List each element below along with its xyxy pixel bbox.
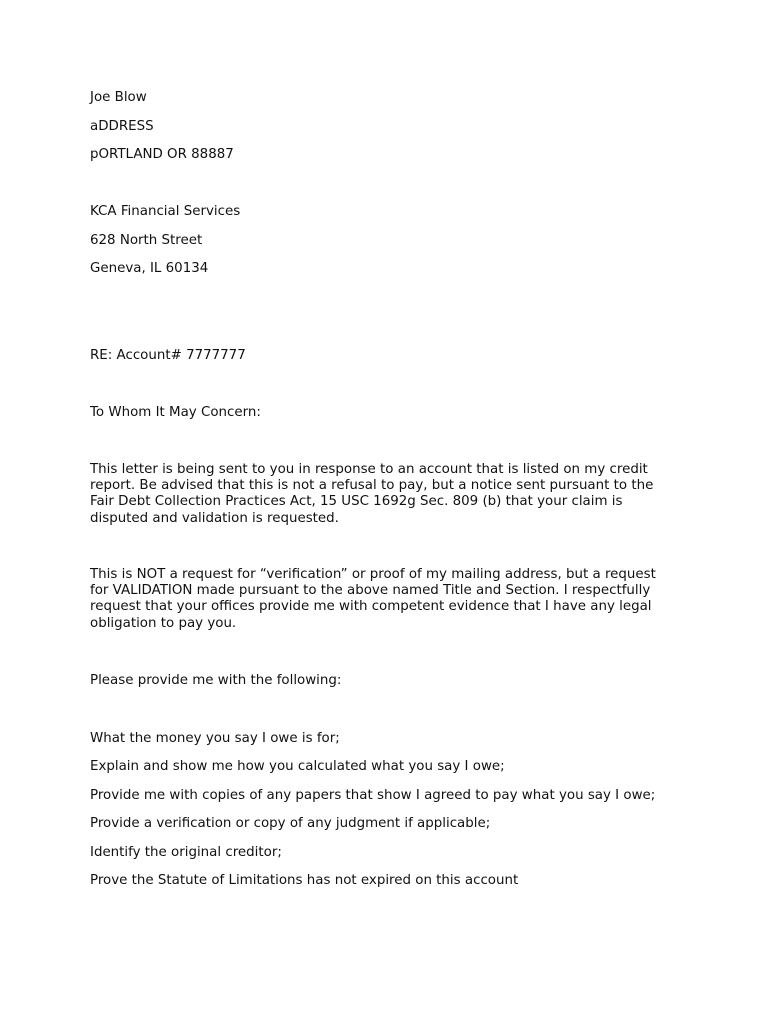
recipient-street: 628 North Street bbox=[90, 233, 203, 248]
request-item: Identify the original creditor; bbox=[90, 845, 282, 860]
request-item: Provide a verification or copy of any judgment if applicable; bbox=[90, 816, 491, 831]
paragraph-2-line: request that your offices provide me with competent evidence that I have any legal bbox=[90, 599, 652, 615]
paragraph-2 bbox=[90, 567, 700, 632]
request-item: Provide me with copies of any papers that show I agreed to pay what you say I owe; bbox=[90, 788, 656, 803]
paragraph-2-line: obligation to pay you. bbox=[90, 615, 237, 631]
sender-city-state-zip: pORTLAND OR 88887 bbox=[90, 147, 234, 162]
paragraph-2-line: This is NOT a request for “verification” or proof of my mailing address, but a request bbox=[90, 567, 656, 582]
paragraph-1-line: This letter is being sent to you in response to an account that is listed on my credit bbox=[90, 462, 648, 477]
sender-address: aDDRESS bbox=[90, 119, 154, 134]
paragraph-1-line: Fair Debt Collection Practices Act, 15 USC 1692g Sec. 809 (b) that your claim is bbox=[90, 494, 623, 510]
sender-name: Joe Blow bbox=[90, 90, 147, 105]
recipient-name: KCA Financial Services bbox=[90, 204, 241, 219]
request-item: Prove the Statute of Limitations has not expired on this account bbox=[90, 873, 519, 888]
request-item: Explain and show me how you calculated what you say I owe; bbox=[90, 759, 505, 774]
salutation: To Whom It May Concern: bbox=[90, 405, 261, 420]
paragraph-1-line: report. Be advised that this is not a refusal to pay, but a notice sent pursuant to the bbox=[90, 478, 654, 494]
request-item: What the money you say I owe is for; bbox=[90, 731, 340, 746]
paragraph-1-line: disputed and validation is requested. bbox=[90, 510, 339, 526]
request-intro: Please provide me with the following: bbox=[90, 673, 342, 688]
paragraph-1 bbox=[90, 462, 700, 527]
recipient-city-state-zip: Geneva, IL 60134 bbox=[90, 261, 209, 276]
paragraph-2-line: for VALIDATION made pursuant to the above named Title and Section. I respectfully bbox=[90, 583, 651, 599]
reference-line: RE: Account# 7777777 bbox=[90, 348, 246, 363]
